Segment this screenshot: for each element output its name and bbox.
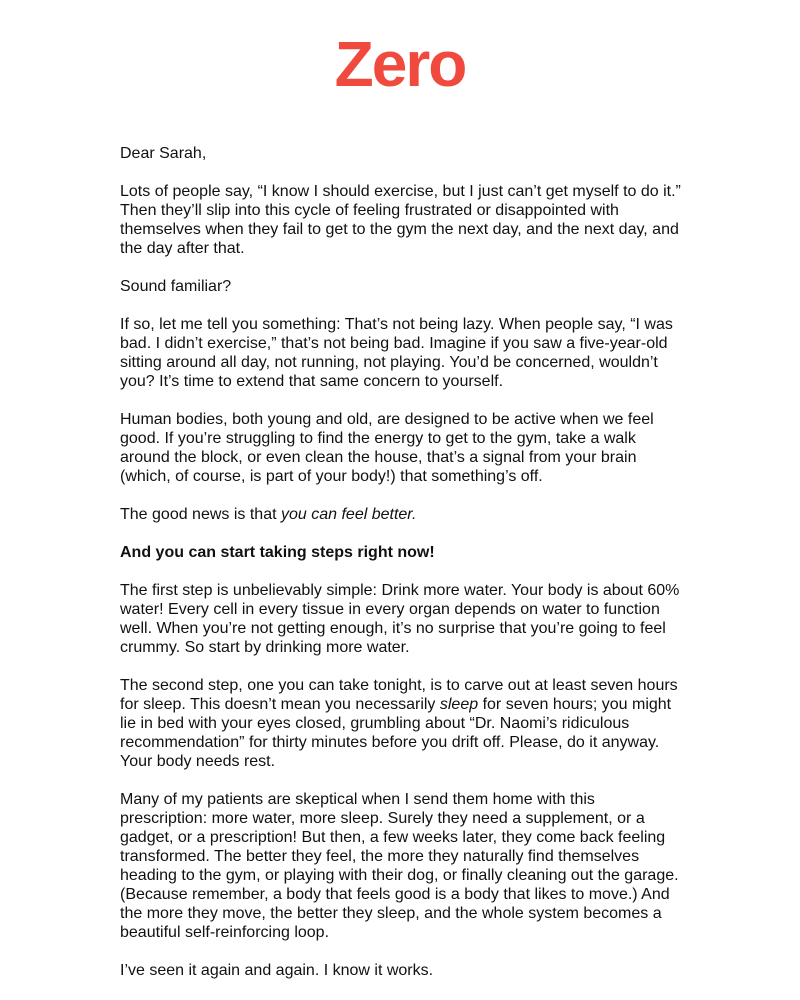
letter-paragraph-closing: I’ve seen it again and again. I know it works. xyxy=(120,962,434,979)
letter-greeting: Dear Sarah, xyxy=(120,145,207,162)
good-news-lead: The good news is that xyxy=(120,506,281,523)
zero-logo: Zero xyxy=(334,28,466,100)
header xyxy=(0,28,800,100)
sleep-lead: The second step, one you can take tonight, is to carve out at least seven hours for sleep. This doesn’t mean you necessarily xyxy=(120,677,678,713)
sleep-tail: for seven hours; you might lie in bed with your eyes closed, grumbling about “Dr. Naomi’s ridiculous recommendation” for thirty minutes before you drift off. Please, do it anyway. Your body needs rest. xyxy=(120,696,672,770)
sleep-emphasis: sleep xyxy=(439,696,479,713)
good-news-emphasis: you can feel better. xyxy=(280,506,417,523)
letter-paragraph-3: If so, let me tell you something: That’s not being lazy. When people say, “I was bad. I didn’t exercise,” that’s not being bad. Imagine if you saw a five-year-old sitting around all day, not running, not playing. You’d be concerned, wouldn’t you? It’s time to extend that same concern to yourself. xyxy=(120,316,673,390)
letter-body xyxy=(120,144,682,999)
letter-paragraph-1: Lots of people say, “I know I should exercise, but I just can’t get myself to do it.” Then they’ll slip into this cycle of feeling frustrated or disappointed with themselves when they fail to get to the gym the next day, and the next day, and the day after that. xyxy=(120,183,681,257)
letter-paragraph-4: Human bodies, both young and old, are designed to be active when we feel good. If you’re struggling to find the energy to get to the gym, take a walk around the block, or even clean the house, that’s a signal from your brain (which, of course, is part of your body!) that something’s off. xyxy=(120,411,654,485)
letter-paragraph-5 xyxy=(120,505,682,524)
letter-paragraph-water: The first step is unbelievably simple: Drink more water. Your body is about 60% water! Every cell in every tissue in every organ depends on water to function well. When you’re not getting enough, it’s no surprise that you’re going to feel crummy. So start by drinking more water. xyxy=(120,582,680,656)
letter-paragraph-sleep xyxy=(120,676,682,771)
letter-paragraph-2: Sound familiar? xyxy=(120,278,232,295)
letter-paragraph-patients: Many of my patients are skeptical when I send them home with this prescription: more water, more sleep. Surely they need a supplement, or a gadget, or a prescription! But then, a few weeks later, they come back feeling transformed. The better they feel, the more they naturally find themselves heading to the gym, or playing with their dog, or finally cleaning out the garage. (Because remember, a body that feels good is a body that likes to move.) And the more they move, the better they sleep, and the whole system becomes a beautiful self-reinforcing loop. xyxy=(120,791,679,941)
letter-callout: And you can start taking steps right now! xyxy=(120,544,435,561)
